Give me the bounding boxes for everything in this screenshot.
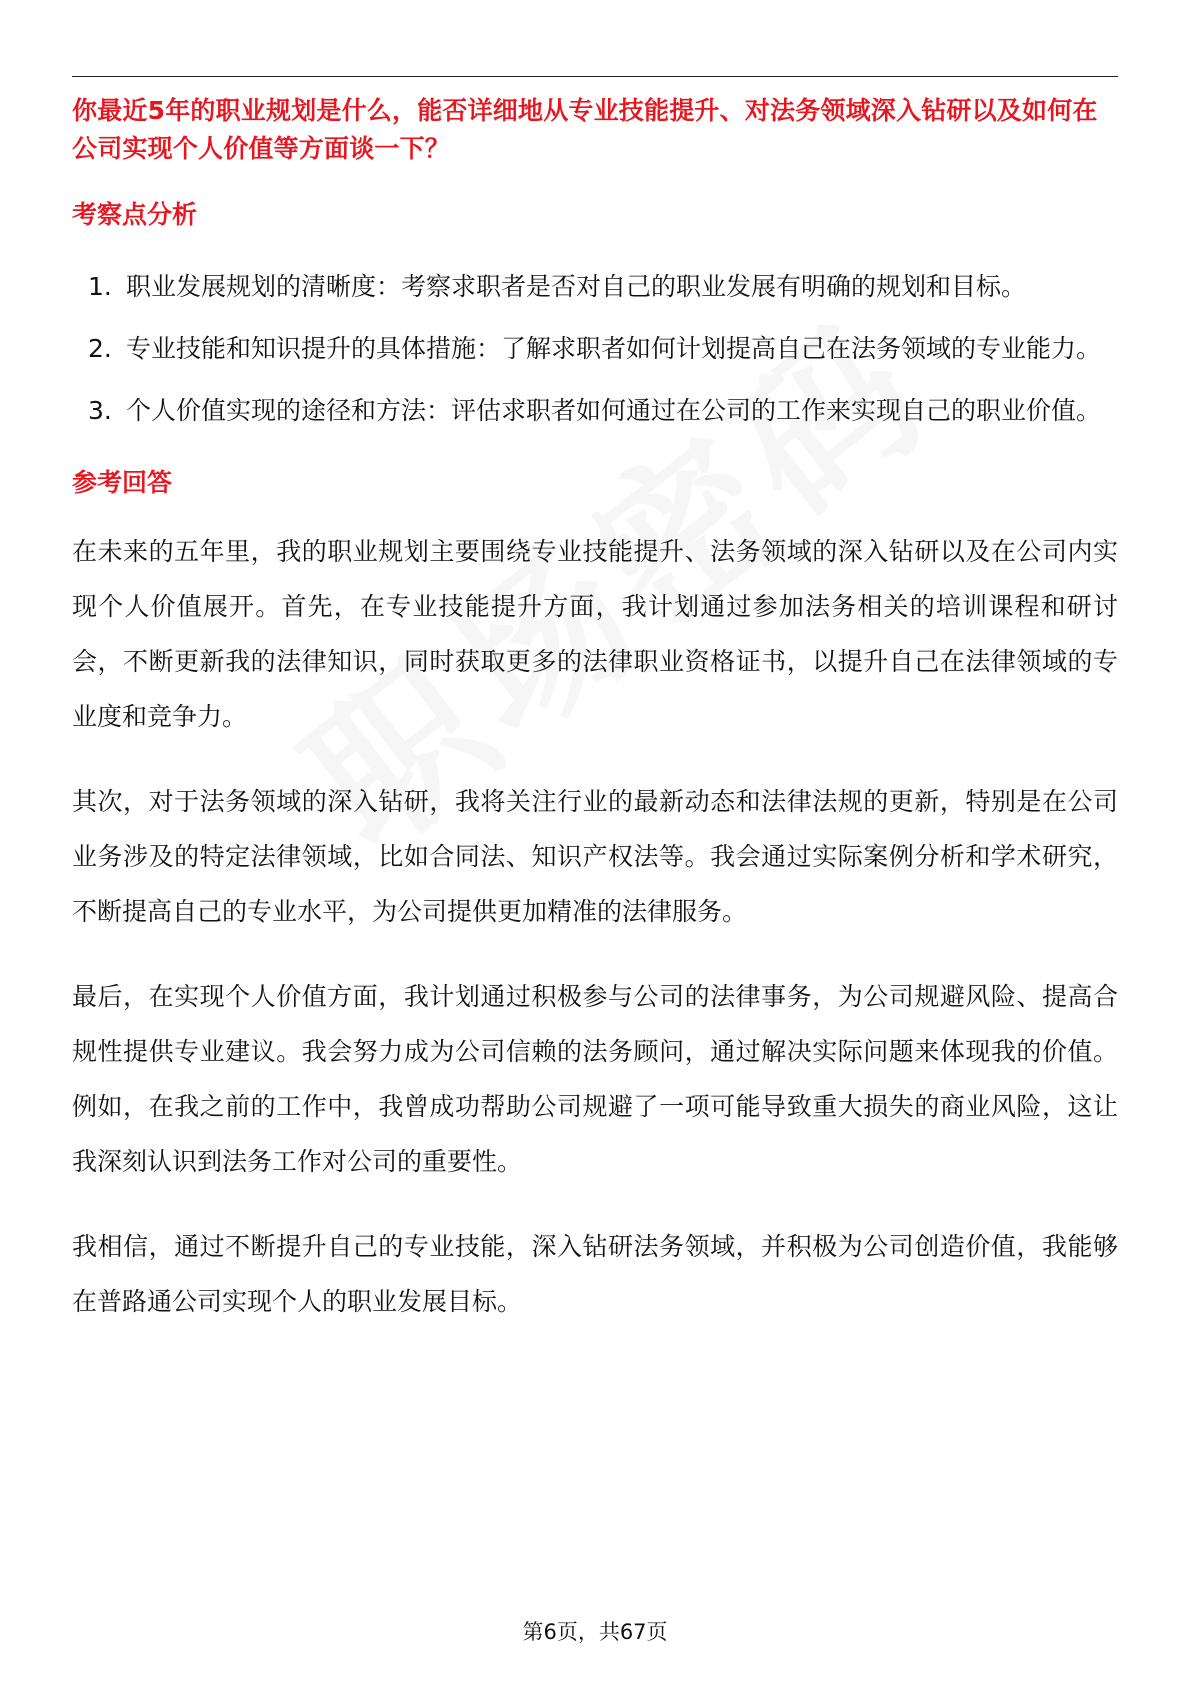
answer-paragraph: 我相信，通过不断提升自己的专业技能，深入钻研法务领域，并积极为公司创造价值，我能够在普路通公司实现个人的职业发展目标。 bbox=[72, 1232, 1118, 1316]
answer-paragraph: 最后，在实现个人价值方面，我计划通过积极参与公司的法律事务，为公司规避风险、提高合规性提供专业建议。我会努力成为公司信赖的法务顾问，通过解决实际问题来体现我的价值。例如，在我之前的工作中，我曾成功帮助公司规避了一项可能导致重大损失的商业风险，这让我深刻认识到法务工作对公司的重要性。 bbox=[72, 982, 1118, 1176]
page-number-footer: 第6页，共67页 bbox=[522, 1620, 668, 1644]
answer-paragraph: 其次，对于法务领域的深入钻研，我将关注行业的最新动态和法律法规的更新，特别是在公司业务涉及的特定法律领域，比如合同法、知识产权法等。我会通过实际案例分析和学术研究，不断提高自己的专业水平，为公司提供更加精准的法律服务。 bbox=[72, 787, 1118, 926]
list-item bbox=[72, 384, 1118, 438]
list-text: 职业发展规划的清晰度：考察求职者是否对自己的职业发展有明确的规划和目标。 bbox=[126, 272, 1027, 301]
list-number: 3. bbox=[88, 396, 112, 425]
list-text: 专业技能和知识提升的具体措施：了解求职者如何计划提高自己在法务领域的专业能力。 bbox=[126, 334, 1102, 363]
page-content bbox=[72, 92, 1118, 1329]
answer-paragraph: 在未来的五年里，我的职业规划主要围绕专业技能提升、法务领域的深入钻研以及在公司内实现个人价值展开。首先，在专业技能提升方面，我计划通过参加法务相关的培训课程和研讨会，不断更新我的法律知识，同时获取更多的法律职业资格证书，以提升自己在法律领域的专业度和竞争力。 bbox=[72, 537, 1118, 731]
analysis-list bbox=[72, 260, 1118, 438]
list-item bbox=[72, 322, 1118, 376]
list-number: 2. bbox=[88, 334, 112, 363]
list-item bbox=[72, 260, 1118, 314]
top-divider bbox=[72, 76, 1118, 77]
analysis-heading: 考察点分析 bbox=[72, 200, 198, 229]
answer-heading: 参考回答 bbox=[72, 468, 173, 497]
list-number: 1. bbox=[88, 272, 112, 301]
question-title: 你最近5年的职业规划是什么，能否详细地从专业技能提升、对法务领域深入钻研以及如何在公司实现个人价值等方面谈一下？ bbox=[72, 96, 1098, 163]
list-text: 个人价值实现的途径和方法：评估求职者如何通过在公司的工作来实现自己的职业价值。 bbox=[126, 396, 1102, 425]
